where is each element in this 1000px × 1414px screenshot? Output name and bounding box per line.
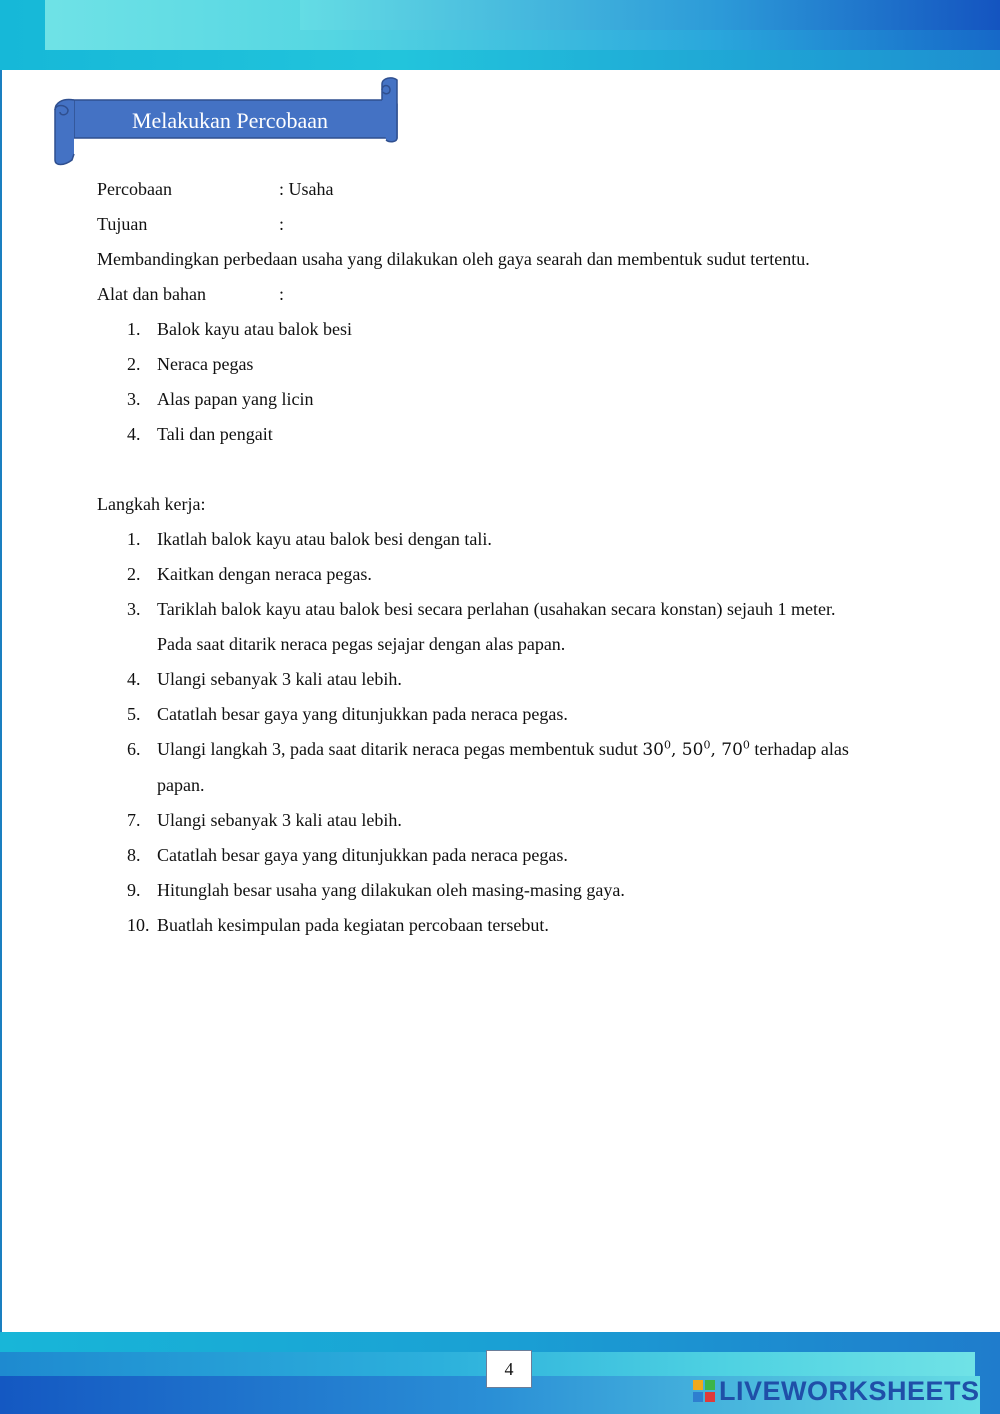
header-stripe-top [300,0,1000,30]
field-tujuan [97,207,937,242]
page-number: 4 [486,1350,532,1388]
alat-list [97,312,937,452]
field-value: : Usaha [279,179,334,199]
list-item: 4. Tali dan pengait [127,424,273,444]
list-item: 10. Buatlah kesimpulan pada kegiatan percobaan tersebut. [127,915,549,935]
list-item: 6. Ulangi langkah 3, pada saat ditarik neraca pegas membentuk sudut $30^0$, $50^0$, $70^0$ terhadap alas papan. [127,738,849,795]
field-label: Alat dan bahan [97,284,206,304]
list-item: 4. Ulangi sebanyak 3 kali atau lebih. [127,669,402,689]
liveworksheets-brand[interactable] [693,1376,980,1406]
angle-values: $30^0$, $50^0$, $70^0$ [642,738,750,760]
langkah-label: Langkah kerja: [97,494,206,514]
field-percobaan [97,172,937,207]
list-item: 2. Kaitkan dengan neraca pegas. [127,564,372,584]
field-value: : [279,214,285,234]
field-alat [97,277,937,312]
field-label: Percobaan [97,179,172,199]
list-item: 1. Ikatlah balok kayu atau balok besi dengan tali. [127,529,492,549]
list-item: 8. Catatlah besar gaya yang ditunjukkan pada neraca pegas. [127,845,568,865]
list-item: 9. Hitunglah besar usaha yang dilakukan oleh masing-masing gaya. [127,880,625,900]
list-item: 1. Balok kayu atau balok besi [127,319,352,339]
left-border [0,70,2,1332]
list-item: 7. Ulangi sebanyak 3 kali atau lebih. [127,810,402,830]
worksheet-content [97,172,937,943]
list-item: 3. Tariklah balok kayu atau balok besi secara perlahan (usahakan secara konstan) sejauh 1 meter. Pada saat ditarik neraca pegas sejajar dengan alas papan. [127,599,836,654]
list-item: 3. Alas papan yang licin [127,389,314,409]
list-item: 5. Catatlah besar gaya yang ditunjukkan pada neraca pegas. [127,704,568,724]
liveworksheets-logo-icon [693,1380,715,1402]
section-title: Melakukan Percobaan [131,108,329,133]
list-item: 2. Neraca pegas [127,354,254,374]
langkah-list [97,522,937,943]
field-value: : [279,284,285,304]
field-label: Tujuan [97,214,148,234]
tujuan-text: Membandingkan perbedaan usaha yang dilakukan oleh gaya searah dan membentuk sudut tertentu. [97,249,810,269]
brand-name: LIVEWORKSHEETS [719,1375,980,1406]
